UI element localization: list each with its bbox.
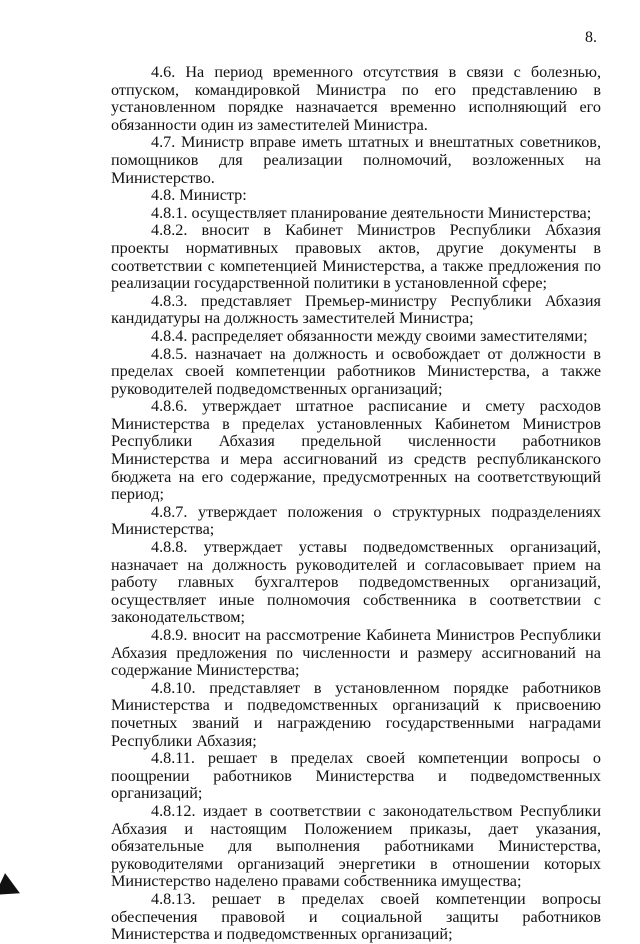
paragraph-4-8-2: 4.8.2. вносит в Кабинет Министров Республики Абхазия проекты нормативных правовых актов, другие документы в соответствии с компетенцией Министерства, а также предложения по реализации государственной политики в установленной сфере; [111, 221, 601, 293]
paragraph-4-8-3: 4.8.3. представляет Премьер-министру Республики Абхазия кандидатуры на должность заместителей Министра; [111, 291, 601, 328]
paragraph-4-8-10: 4.8.10. представляет в установленном порядке работников Министерства и подведомственных организаций к присвоению почетных званий и награждению государственными наградами Республики Абхазия; [111, 678, 601, 750]
scan-corner-mark [0, 873, 25, 904]
paragraph-4-6: 4.6. На период временного отсутствия в связи с болезнью, отпуском, командировкой Министра по его представлению в установленном порядке назначается временно исполняющий его обязанности один из заместителей Министра. [111, 63, 601, 134]
paragraph-4-8: 4.8. Министр: [151, 186, 247, 205]
paragraph-4-8-7: 4.8.7. утверждает положения о структурных подразделениях Министерства; [111, 502, 601, 539]
paragraph-4-8-6: 4.8.6. утверждает штатное расписание и смету расходов Министерства в пределах установленных Кабинетом Министров Республики Абхазия предельной численности работников Министерства и мера ассигнований из средств республиканского бюджета на его содержание, предусмотренных на соответствующий период; [111, 397, 601, 504]
paragraph-4-8-12: 4.8.12. издает в соответствии с законодательством Республики Абхазия и настоящим Положением приказы, дает указания, обязательные для выполнения работниками Министерства, руководителями организаций энергетики в отношении которых Министерство наделено правами собственника имущества; [111, 801, 601, 891]
paragraph-4-8-11: 4.8.11. решает в пределах своей компетенции вопросы о поощрении работников Министерства и подведомственных организаций; [111, 749, 601, 803]
paragraph-4-8-4: 4.8.4. распределяет обязанности между своими заместителями; [151, 326, 588, 345]
paragraph-4-8-13: 4.8.13. решает в пределах своей компетенции вопросы обеспечения правовой и социальной защиты работников Министерства и подведомственных организаций; [111, 889, 601, 944]
paragraph-4-8-5: 4.8.5. назначает на должность и освобождает от должности в пределах своей компетенции работников Министерства, а также руководителей подведомственных организаций; [111, 344, 601, 398]
page-number: 8. [585, 29, 597, 46]
paragraph-4-7: 4.7. Министр вправе иметь штатных и внештатных советников, помощников для реализации полномочий, возложенных на Министерство. [111, 133, 601, 187]
document-body [111, 64, 601, 944]
paragraph-4-8-1: 4.8.1. осуществляет планирование деятельности Министерства; [151, 203, 592, 222]
paragraph-4-8-8: 4.8.8. утверждает уставы подведомственных организаций, назначает на должность руководителей и согласовывает прием на работу главных бухгалтеров подведомственных организаций, осуществляет иные полномочия собственника в соответствии с законодательством; [111, 538, 601, 627]
paragraph-4-8-9: 4.8.9. вносит на рассмотрение Кабинета Министров Республики Абхазия предложения по численности и размеру ассигнований на содержание Министерства; [111, 626, 601, 680]
